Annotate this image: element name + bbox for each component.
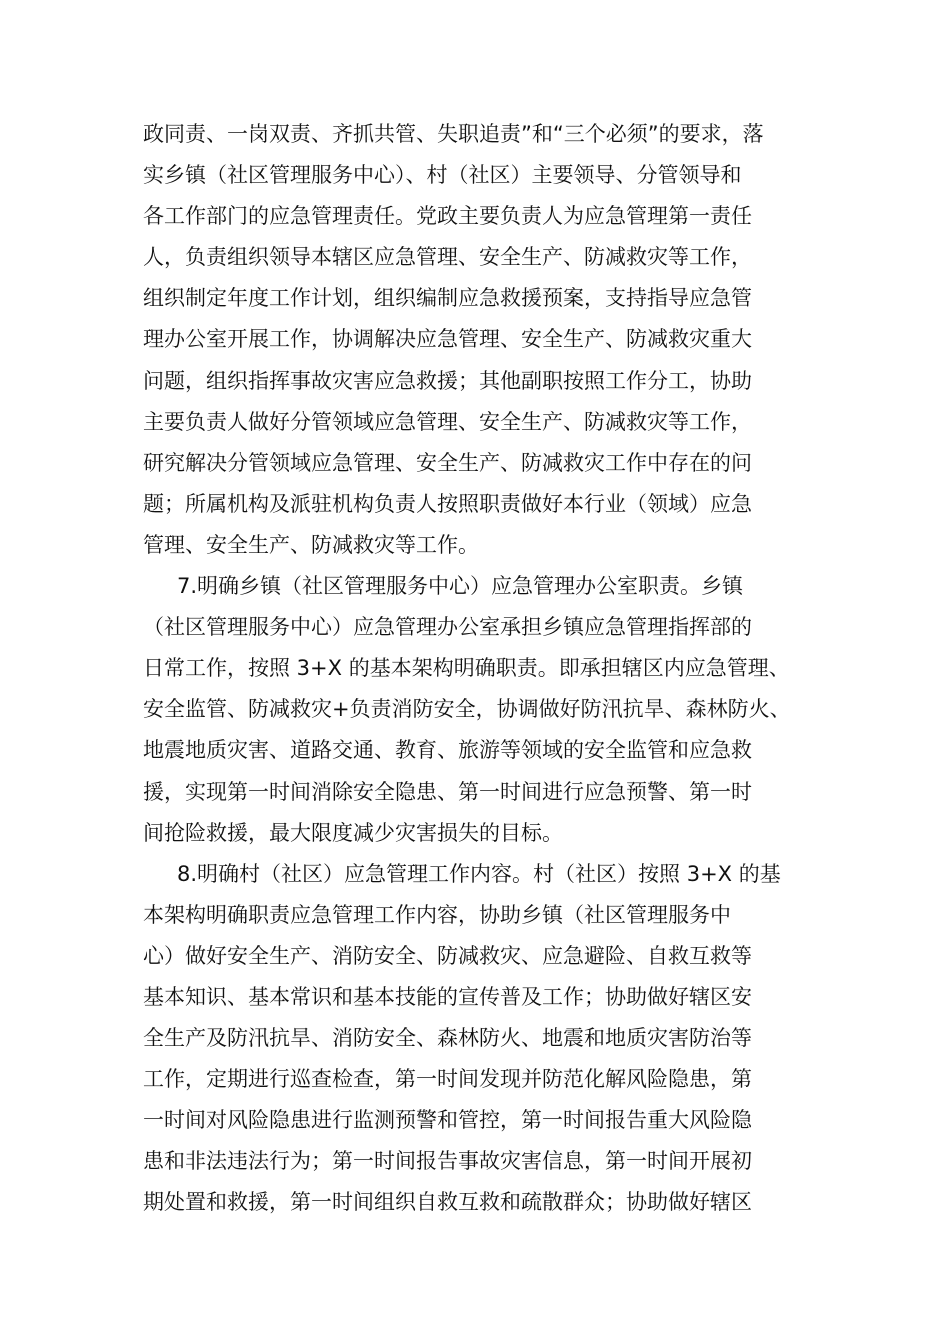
text-line: （社区管理服务中心）应急管理办公室承担乡镇应急管理指挥部的	[143, 615, 752, 640]
text-line: 研究解决分管领域应急管理、安全生产、防减救灾工作中存在的问	[143, 450, 752, 475]
text-line: 患和非法违法行为；第一时间报告事故灾害信息，第一时间开展初	[143, 1149, 752, 1174]
text-line: 实乡镇（社区管理服务中心）、村（社区）主要领导、分管领导和	[143, 163, 742, 188]
text-line: 理办公室开展工作，协调解决应急管理、安全生产、防减救灾重大	[143, 327, 752, 352]
text-line: 各工作部门的应急管理责任。党政主要负责人为应急管理第一责任	[143, 204, 752, 229]
text-line: 组织制定年度工作计划，组织编制应急救援预案，支持指导应急管	[143, 286, 752, 311]
paragraph-start-line: 8.明确村（社区）应急管理工作内容。村（社区）按照 3+X 的基	[177, 861, 781, 886]
text-line: 人，负责组织领导本辖区应急管理、安全生产、防减救灾等工作，	[143, 245, 752, 270]
text-line: 日常工作，按照 3+X 的基本架构明确职责。即承担辖区内应急管理、	[143, 656, 790, 681]
text-line: 工作，定期进行巡查检查，第一时间发现并防范化解风险隐患，第	[143, 1067, 752, 1092]
text-line: 政同责、一岗双责、齐抓共管、失职追责”和“三个必须”的要求，落	[143, 122, 764, 146]
text-line: 安全监管、防减救灾+负责消防安全，协调做好防汛抗旱、森林防火、	[143, 697, 791, 722]
text-line: 问题，组织指挥事故灾害应急救援；其他副职按照工作分工，协助	[143, 368, 752, 393]
text-line: 心）做好安全生产、消防安全、防减救灾、应急避险、自救互救等	[143, 943, 752, 968]
text-line: 本架构明确职责应急管理工作内容，协助乡镇（社区管理服务中	[143, 902, 731, 927]
text-line: 一时间对风险隐患进行监测预警和管控，第一时间报告重大风险隐	[143, 1108, 752, 1133]
paragraph-start-line: 7.明确乡镇（社区管理服务中心）应急管理办公室职责。乡镇	[177, 574, 744, 599]
text-line: 援，实现第一时间消除安全隐患、第一时间进行应急预警、第一时	[143, 779, 752, 804]
body-text	[143, 114, 823, 1224]
text-line: 期处置和救援，第一时间组织自救互救和疏散群众；协助做好辖区	[143, 1190, 752, 1215]
text-line: 管理、安全生产、防减救灾等工作。	[143, 532, 479, 557]
text-line: 地震地质灾害、道路交通、教育、旅游等领域的安全监管和应急救	[143, 738, 752, 763]
text-line: 主要负责人做好分管领域应急管理、安全生产、防减救灾等工作，	[143, 409, 752, 434]
text-line: 全生产及防汛抗旱、消防安全、森林防火、地震和地质灾害防治等	[143, 1026, 752, 1051]
text-line: 间抢险救援，最大限度减少灾害损失的目标。	[143, 820, 563, 845]
text-line: 基本知识、基本常识和基本技能的宣传普及工作；协助做好辖区安	[143, 984, 752, 1009]
text-line: 题；所属机构及派驻机构负责人按照职责做好本行业（领域）应急	[143, 491, 752, 516]
